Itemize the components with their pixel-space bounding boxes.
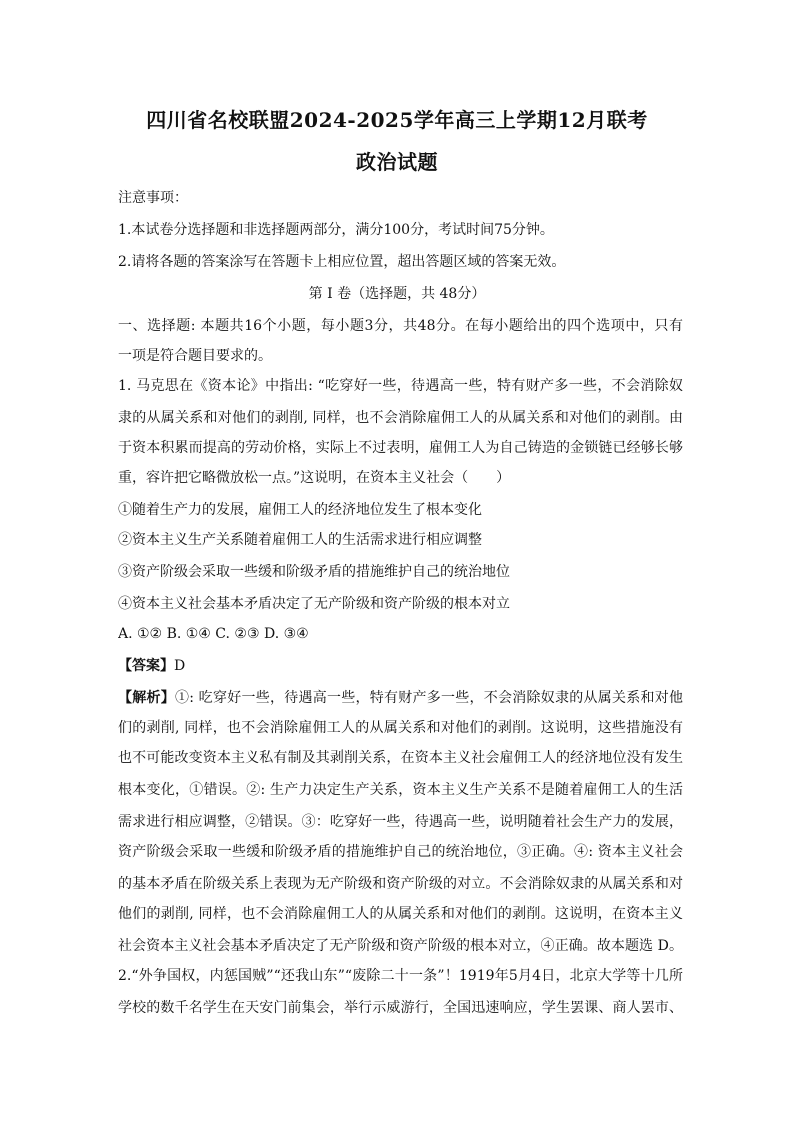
statement-option: ①随着生产力的发展，雇佣工人的经济地位发生了根本变化 — [118, 502, 482, 518]
notice-item: 1.本试卷分选择题和非选择题两部分，满分100分，考试时间75分钟。 — [118, 222, 554, 238]
statement-option: ③资产阶级会采取一些缓和阶级矛盾的措施维护自己的统治地位 — [118, 564, 510, 580]
question-stem: 重，容许把它略微放松一点。”这说明，在资本主义社会（ ） — [118, 470, 511, 486]
question-stem: 学校的数千名学生在天安门前集会，举行示威游行，全国迅速响应，学生罢课、商人罢市、 — [118, 1000, 683, 1016]
analysis-line: 需求进行相应调整，②错误。③：吃穿好一些，待遇高一些，说明随着社会生产力的发展， — [118, 814, 683, 830]
question-stem: 隶的从属关系和对他们的剥削, 同样，也不会消除雇佣工人的从属关系和对他们的剥削。由 — [118, 410, 683, 426]
analysis-text: ①: 吃穿好一些，待遇高一些，特有财产多一些，不会消除奴隶的从属关系和对他 — [175, 690, 683, 706]
part-title: 第 I 卷（选择题，共 48分） — [308, 286, 486, 302]
analysis-line: 的基本矛盾在阶级关系上表现为无产阶级和资产阶级的对立。不会消除奴隶的从属关系和对 — [118, 876, 683, 892]
analysis-line: 们的剥削, 同样，也不会消除雇佣工人的从属关系和对他们的剥削。这说明，这些措施没有 — [118, 720, 683, 736]
question-stem: 2.“外争国权，内惩国贼”“还我山东”“废除二十一条”！1919年5月4日，北京大学等十几所 — [118, 968, 683, 984]
notice-item: 2.请将各题的答案涂写在答题卡上相应位置，超出答题区域的答案无效。 — [118, 254, 566, 270]
analysis-line — [118, 688, 683, 708]
exam-title: 四川省名校联盟2024-2025学年高三上学期12月联考 — [146, 108, 648, 132]
analysis-line: 也不可能改变资本主义私有制及其剥削关系，在资本主义社会雇佣工人的经济地位没有发生 — [118, 750, 683, 766]
analysis-line: 他们的剥削, 同样，也不会消除雇佣工人的从属关系和对他们的剥削。这说明，在资本主义 — [118, 906, 683, 922]
exam-subject: 政治试题 — [356, 150, 438, 174]
section-instruction: 一、选择题: 本题共16个小题，每小题3分，共48分。在每小题给出的四个选项中，只有 — [118, 318, 683, 334]
question-stem: 于资本积累而提高的劳动价格，实际上不过表明，雇佣工人为自己铸造的金锁链已经够长够 — [118, 440, 683, 456]
analysis-line: 根本变化，①错误。②: 生产力决定生产关系，资本主义生产关系不是随着雇佣工人的生活 — [118, 782, 683, 798]
analysis-label: 【解析】 — [118, 690, 176, 706]
statement-option: ②资本主义生产关系随着雇佣工人的生活需求进行相应调整 — [118, 532, 482, 548]
question-stem: 1. 马克思在《资本论》中指出: “吃穿好一些，待遇高一些，特有财产多一些，不会消除奴 — [118, 378, 683, 394]
answer-choices: A. ①② B. ①④ C. ②③ D. ③④ — [118, 626, 309, 642]
analysis-line: 社会资本主义社会基本矛盾决定了无产阶级和资产阶级的根本对立，④正确。故本题选 D。 — [118, 938, 683, 954]
notice-heading: 注意事项： — [118, 190, 188, 206]
analysis-line: 资产阶级会采取一些缓和阶级矛盾的措施维护自己的统治地位，③正确。④: 资本主义社会 — [118, 844, 683, 860]
answer-line — [118, 656, 683, 676]
statement-option: ④资本主义社会基本矛盾决定了无产阶级和资产阶级的根本对立 — [118, 596, 510, 612]
section-instruction: 一项是符合题目要求的。 — [118, 348, 272, 364]
answer-value: D — [174, 658, 186, 674]
answer-label: 【答案】 — [118, 658, 174, 674]
